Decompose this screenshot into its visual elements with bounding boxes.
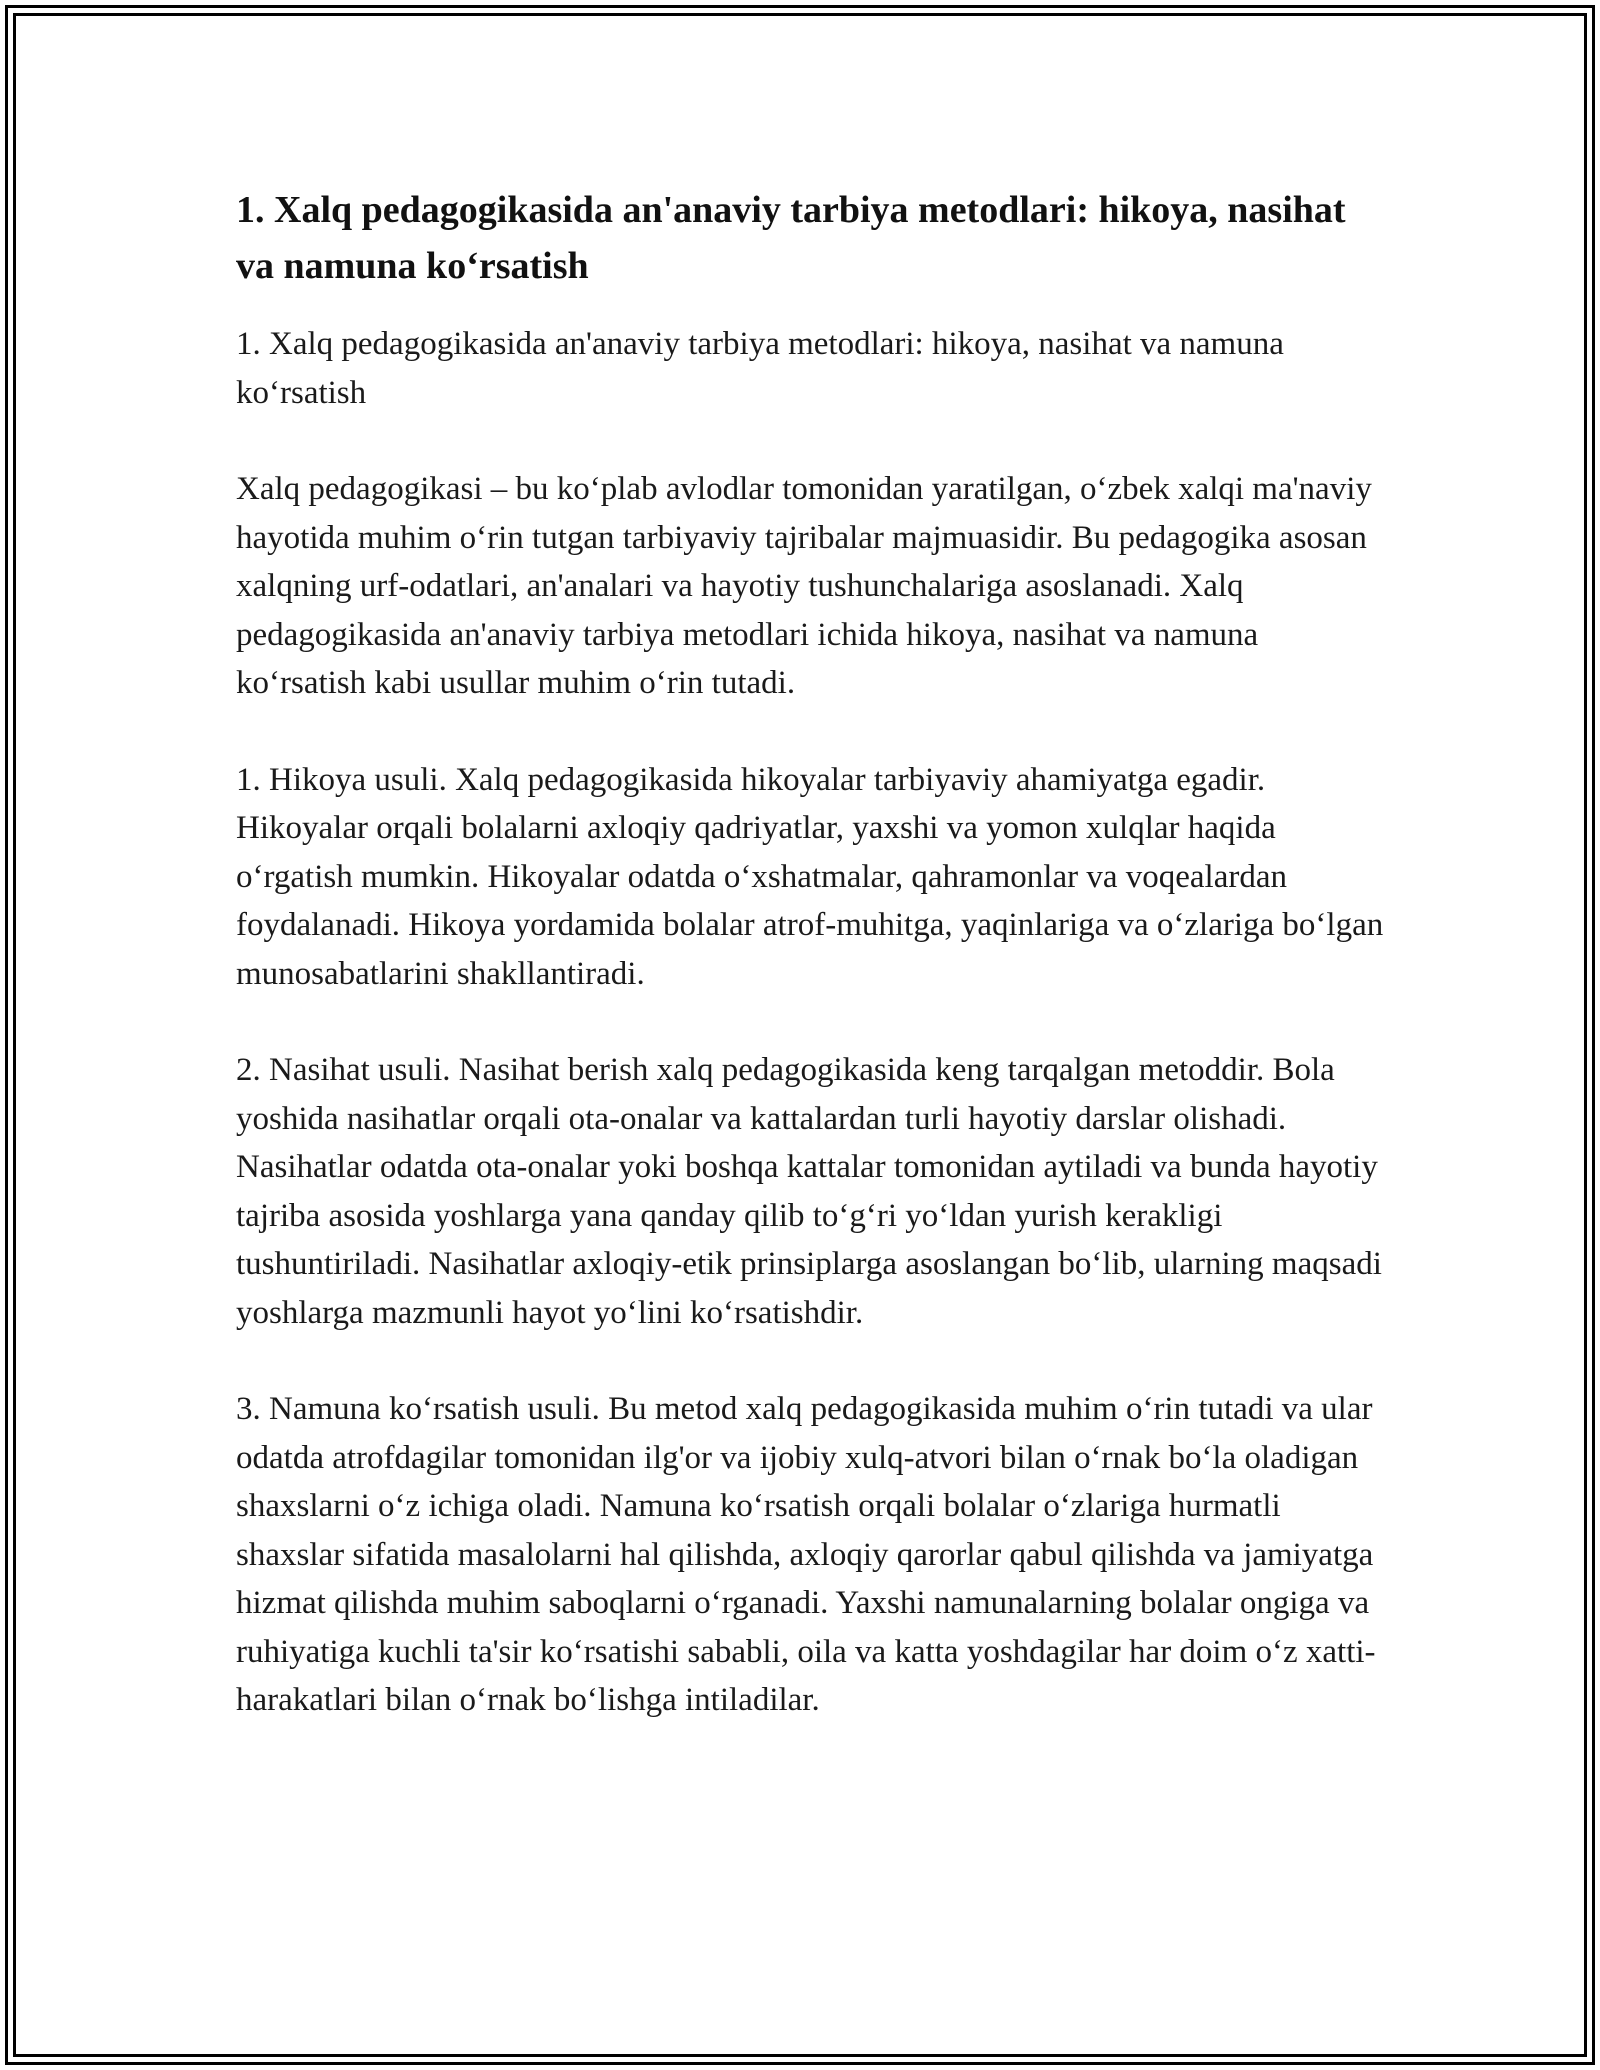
paragraph-example-method: 3. Namuna ko‘rsatish usuli. Bu metod xalq pedagogikasida muhim o‘rin tutadi va ular odatda atrofdagilar tomonidan ilg'or va ijobiy xulq-atvori bilan o‘rnak bo‘la oladigan shaxslarni o‘z ichiga oladi. Namuna ko‘rsatish orqali bolalar o‘zlariga hurmatli shaxslar sifatida masalolarni hal qilishda, axloqiy qarorlar qabul qilishda va jamiyatga hizmat qilishda muhim saboqlarni o‘rganadi. Yaxshi namunalarning bolalar ongiga va ruhiyatiga kuchli ta'sir ko‘rsatishi sababli, oila va katta yoshdagilar har doim o‘z xatti-harakatlari bilan o‘rnak bo‘lishga intiladilar. (236, 1391, 1376, 1718)
document-body (236, 182, 1386, 1773)
paragraph-repeated-title: 1. Xalq pedagogikasida an'anaviy tarbiya metodlari: hikoya, nasihat va namuna ko‘rsatish (236, 326, 1284, 411)
paragraph-introduction: Xalq pedagogikasi – bu ko‘plab avlodlar tomonidan yaratilgan, o‘zbek xalqi ma'naviy hayotida muhim o‘rin tutgan tarbiyaviy tajribalar majmuasidir. Bu pedagogika asosan xalqning urf-odatlari, an'analari va hayotiy tushunchalariga asoslanadi. Xalq pedagogikasida an'anaviy tarbiya metodlari ichida hikoya, nasihat va namuna ko‘rsatish kabi usullar muhim o‘rin tutadi. (236, 471, 1372, 701)
paragraph-story-method: 1. Hikoya usuli. Xalq pedagogikasida hikoyalar tarbiyaviy ahamiyatga egadir. Hikoyalar orqali bolalarni axloqiy qadriyatlar, yaxshi va yomon xulqlar haqida o‘rgatish mumkin. Hikoyalar odatda o‘xshatmalar, qahramonlar va voqealardan foydalanadi. Hikoya yordamida bolalar atrof-muhitga, yaqinlariga va o‘zlariga bo‘lgan munosabatlarini shakllantiradi. (236, 761, 1384, 992)
document-title: 1. Xalq pedagogikasida an'anaviy tarbiya metodlari: hikoya, nasihat va namuna ko‘rsatish (236, 189, 1346, 287)
paragraph-advice-method: 2. Nasihat usuli. Nasihat berish xalq pedagogikasida keng tarqalgan metoddir. Bola yoshida nasihatlar orqali ota-onalar va kattalardan turli hayotiy darslar olishadi. Nasihatlar odatda ota-onalar yoki boshqa kattalar tomonidan aytiladi va bunda hayotiy tajriba asosida yoshlarga yana qanday qilib to‘g‘ri yo‘ldan yurish kerakligi tushuntiriladi. Nasihatlar axloqiy-etik prinsiplarga asoslangan bo‘lib, ularning maqsadi yoshlarga mazmunli hayot yo‘lini ko‘rsatishdir. (236, 1052, 1382, 1331)
